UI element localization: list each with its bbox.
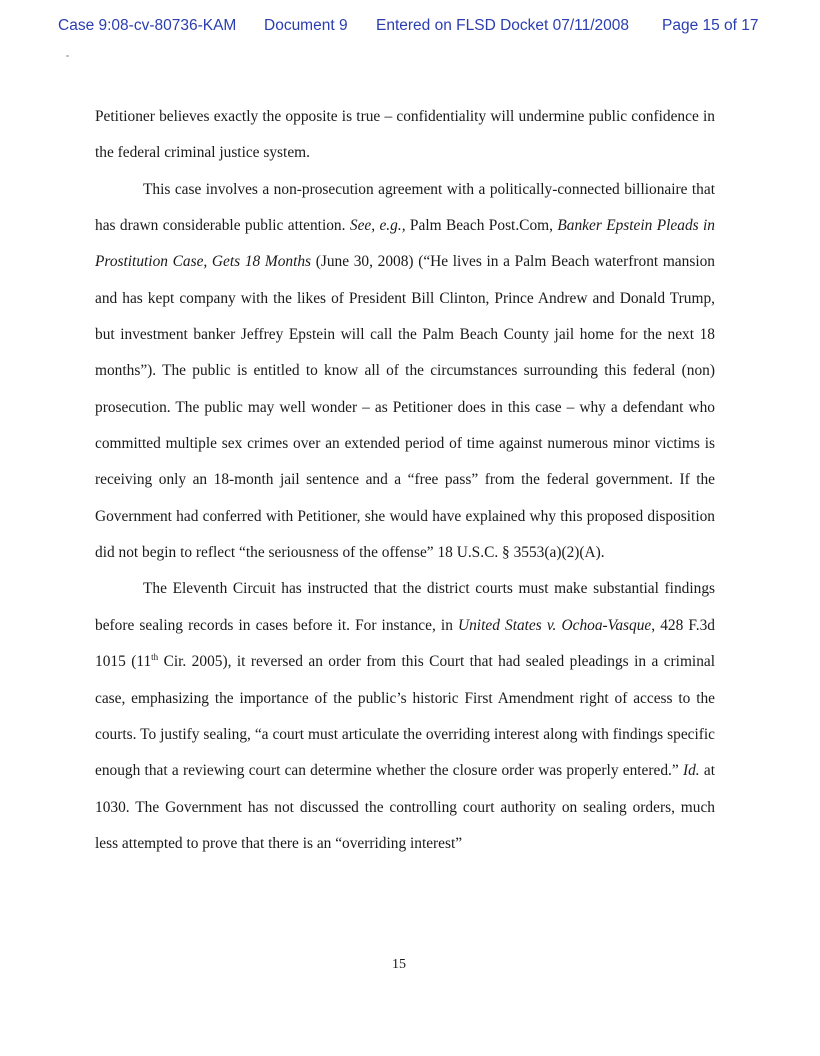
ordinal-suffix: th bbox=[151, 652, 159, 663]
paragraph-public-attention bbox=[95, 172, 715, 572]
text-run: This case involves a non-prosecution agreement with a politically-connected billionaire that has drawn considerable public attention. bbox=[95, 180, 715, 235]
scan-artifact bbox=[66, 55, 69, 57]
header-page-count: Page 15 of 17 bbox=[662, 17, 759, 34]
text-run: Cir. 2005), it reversed an order from this Court that had sealed pleadings in a criminal case, emphasizing the importance of the public’s historic First Amendment right of access to the courts. To justify sealing, “a court must articulate the overriding interest along with findings specific enough that a reviewing court can determine whether the closure order was properly entered.” bbox=[95, 653, 715, 780]
text-run: at 1030. The Government has not discussed the controlling court authority on sealing orders, much less attempted to prove that there is an “overriding interest” bbox=[95, 762, 715, 852]
header-document-number: Document 9 bbox=[264, 17, 348, 34]
case-citation: United States v. Ochoa-Vasque bbox=[458, 616, 652, 634]
paragraph-confidentiality: Petitioner believes exactly the opposite is true – confidentiality will undermine public confidence in the federal criminal justice system. bbox=[95, 108, 715, 162]
text-run: Palm Beach Post.Com, bbox=[405, 217, 558, 235]
header-entered-date: Entered on FLSD Docket 07/11/2008 bbox=[376, 17, 630, 34]
document-body bbox=[95, 99, 715, 862]
text-run: (June 30, 2008) (“He lives in a Palm Beach waterfront mansion and has kept company with the likes of President Bill Clinton, Prince Andrew and Donald Trump, but investment banker Jeffrey Epstein will call the Palm Beach County jail home for the next 18 months”). The public is entitled to know all of the circumstances surrounding this federal (non) prosecution. The public may well wonder – as Petitioner does in this case – why a defendant who committed multiple sex crimes over an extended period of time against numerous minor victims is receiving only an 18-month jail sentence and a “free pass” from the federal government. If the Government had conferred with Petitioner, she would have explained why this proposed disposition did not begin to reflect “the seriousness of the offense” 18 U.S.C. § 3553(a)(2)(A). bbox=[95, 253, 715, 562]
text-run: , 428 F.3d 1015 (11 bbox=[95, 616, 715, 671]
paragraph-eleventh-circuit bbox=[95, 571, 715, 862]
citation-signal: See, e.g., bbox=[349, 217, 406, 235]
page-number: 15 bbox=[392, 957, 406, 972]
header-case-number: Case 9:08-cv-80736-KAM bbox=[58, 17, 237, 34]
text-run: The Eleventh Circuit has instructed that the district courts must make substantial findings before sealing records in cases before it. For instance, in bbox=[95, 580, 715, 634]
article-title: Banker Epstein Pleads in Prostitution Case, Gets 18 Months bbox=[95, 217, 715, 271]
id-citation: Id. bbox=[682, 762, 700, 780]
